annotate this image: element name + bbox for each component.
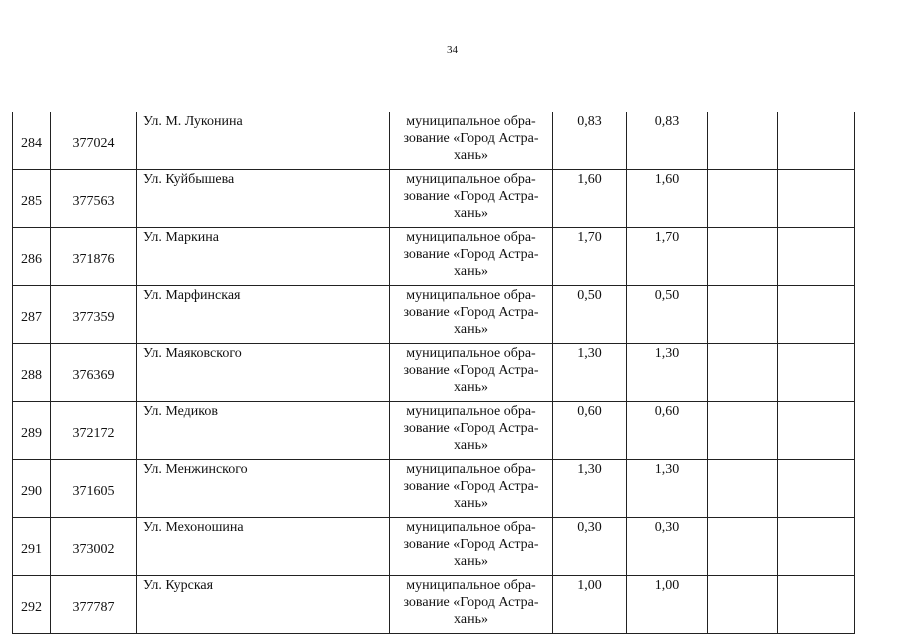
- road-name-cell: Ул. Курская: [137, 576, 390, 634]
- row-number-cell: 284: [13, 112, 51, 170]
- owner-line: зование «Город Астра-: [403, 595, 539, 610]
- owner-line: хань»: [454, 554, 488, 569]
- road-name-cell: Ул. М. Луконина: [137, 112, 390, 170]
- row-number-cell: 290: [13, 460, 51, 518]
- empty-cell: [778, 402, 855, 460]
- empty-cell: [708, 112, 778, 170]
- empty-cell: [708, 402, 778, 460]
- owner-line: муниципальное обра-: [406, 520, 536, 535]
- road-code-cell: 372172: [51, 402, 137, 460]
- table-row: [13, 402, 855, 460]
- length-hard-surface-cell: 1,00: [627, 576, 708, 634]
- road-name-cell: Ул. Куйбышева: [137, 170, 390, 228]
- table-row: [13, 576, 855, 634]
- road-name-cell: Ул. Менжинского: [137, 460, 390, 518]
- length-hard-surface-cell: 1,60: [627, 170, 708, 228]
- row-number-cell: 288: [13, 344, 51, 402]
- owner-line: зование «Город Астра-: [403, 479, 539, 494]
- row-number-cell: 286: [13, 228, 51, 286]
- road-code-cell: 373002: [51, 518, 137, 576]
- owner-cell: [390, 402, 553, 460]
- empty-cell: [778, 460, 855, 518]
- table-row: [13, 112, 855, 170]
- table-row: [13, 286, 855, 344]
- empty-cell: [778, 112, 855, 170]
- empty-cell: [778, 576, 855, 634]
- empty-cell: [778, 170, 855, 228]
- row-number-cell: 292: [13, 576, 51, 634]
- road-code-cell: 376369: [51, 344, 137, 402]
- length-total-cell: 1,60: [553, 170, 627, 228]
- road-code-cell: 377024: [51, 112, 137, 170]
- owner-line: зование «Город Астра-: [403, 189, 539, 204]
- owner-line: зование «Город Астра-: [403, 537, 539, 552]
- owner-line: муниципальное обра-: [406, 404, 536, 419]
- length-hard-surface-cell: 1,30: [627, 344, 708, 402]
- owner-cell: [390, 518, 553, 576]
- empty-cell: [708, 286, 778, 344]
- owner-line: зование «Город Астра-: [403, 363, 539, 378]
- owner-line: муниципальное обра-: [406, 346, 536, 361]
- length-hard-surface-cell: 1,30: [627, 460, 708, 518]
- road-name-cell: Ул. Мехоношина: [137, 518, 390, 576]
- empty-cell: [778, 344, 855, 402]
- road-code-cell: 371605: [51, 460, 137, 518]
- road-code-cell: 377563: [51, 170, 137, 228]
- owner-cell: [390, 228, 553, 286]
- length-total-cell: 1,00: [553, 576, 627, 634]
- owner-line: хань»: [454, 496, 488, 511]
- table-row: [13, 344, 855, 402]
- owner-line: муниципальное обра-: [406, 288, 536, 303]
- owner-line: зование «Город Астра-: [403, 247, 539, 262]
- owner-line: зование «Город Астра-: [403, 305, 539, 320]
- empty-cell: [778, 518, 855, 576]
- length-total-cell: 0,30: [553, 518, 627, 576]
- length-hard-surface-cell: 0,50: [627, 286, 708, 344]
- length-hard-surface-cell: 0,60: [627, 402, 708, 460]
- empty-cell: [708, 344, 778, 402]
- length-total-cell: 0,83: [553, 112, 627, 170]
- roads-registry-table: [12, 112, 855, 634]
- row-number-cell: 291: [13, 518, 51, 576]
- owner-cell: [390, 170, 553, 228]
- road-name-cell: Ул. Маркина: [137, 228, 390, 286]
- page-number: 34: [447, 44, 458, 56]
- table-row: [13, 228, 855, 286]
- length-total-cell: 0,60: [553, 402, 627, 460]
- table-row: [13, 518, 855, 576]
- owner-cell: [390, 112, 553, 170]
- owner-line: хань»: [454, 380, 488, 395]
- owner-line: хань»: [454, 206, 488, 221]
- road-name-cell: Ул. Медиков: [137, 402, 390, 460]
- empty-cell: [708, 576, 778, 634]
- table-row: [13, 460, 855, 518]
- row-number-cell: 287: [13, 286, 51, 344]
- owner-line: хань»: [454, 612, 488, 627]
- length-hard-surface-cell: 0,30: [627, 518, 708, 576]
- owner-line: хань»: [454, 264, 488, 279]
- length-total-cell: 1,70: [553, 228, 627, 286]
- row-number-cell: 289: [13, 402, 51, 460]
- owner-line: муниципальное обра-: [406, 230, 536, 245]
- length-total-cell: 0,50: [553, 286, 627, 344]
- length-hard-surface-cell: 0,83: [627, 112, 708, 170]
- table-row: [13, 170, 855, 228]
- road-name-cell: Ул. Марфинская: [137, 286, 390, 344]
- owner-cell: [390, 576, 553, 634]
- empty-cell: [708, 518, 778, 576]
- registry-body: [13, 112, 855, 634]
- length-hard-surface-cell: 1,70: [627, 228, 708, 286]
- owner-line: муниципальное обра-: [406, 172, 536, 187]
- owner-cell: [390, 286, 553, 344]
- empty-cell: [708, 460, 778, 518]
- owner-cell: [390, 460, 553, 518]
- owner-line: зование «Город Астра-: [403, 421, 539, 436]
- row-number-cell: 285: [13, 170, 51, 228]
- length-total-cell: 1,30: [553, 460, 627, 518]
- owner-line: хань»: [454, 148, 488, 163]
- empty-cell: [778, 228, 855, 286]
- owner-line: муниципальное обра-: [406, 462, 536, 477]
- owner-cell: [390, 344, 553, 402]
- owner-line: хань»: [454, 322, 488, 337]
- owner-line: хань»: [454, 438, 488, 453]
- owner-line: зование «Город Астра-: [403, 131, 539, 146]
- empty-cell: [708, 228, 778, 286]
- road-code-cell: 377787: [51, 576, 137, 634]
- road-code-cell: 377359: [51, 286, 137, 344]
- length-total-cell: 1,30: [553, 344, 627, 402]
- empty-cell: [778, 286, 855, 344]
- owner-line: муниципальное обра-: [406, 578, 536, 593]
- empty-cell: [708, 170, 778, 228]
- road-name-cell: Ул. Маяковского: [137, 344, 390, 402]
- owner-line: муниципальное обра-: [406, 114, 536, 129]
- road-code-cell: 371876: [51, 228, 137, 286]
